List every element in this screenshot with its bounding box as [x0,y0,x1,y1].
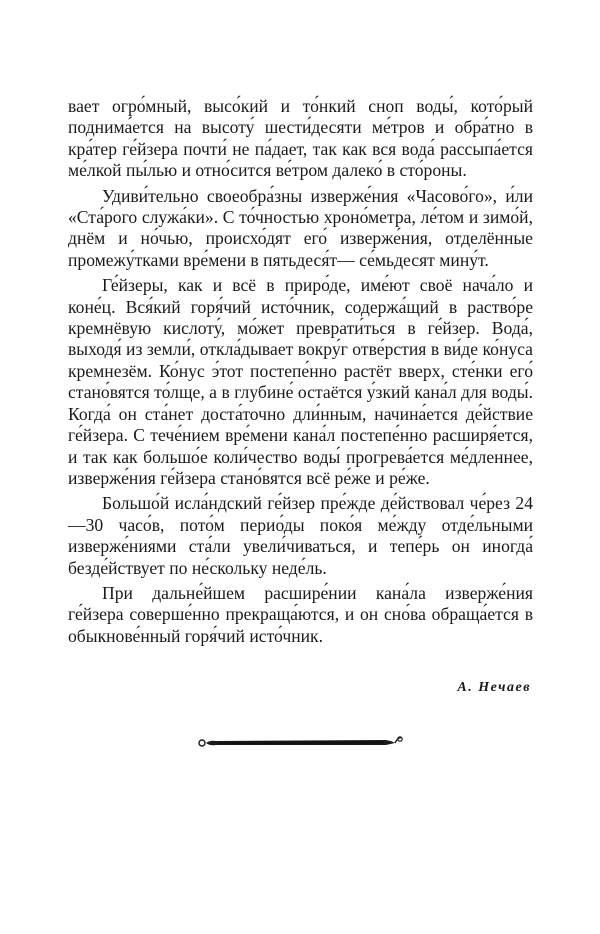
paragraph-continuation: вает огро́мный, высо́кий и то́нкий сноп воды́, кото́рый поднима́ется на высоту́ шести́десяти ме́тров и обра́тно в кра́тер ге́йзера почти́ не па́дает, так как вся вода́ рассыпа́ется ме́лкой пы́лью и отно́сится ве́тром далеко́ в сто́роны. [68,96,533,181]
paragraph-chasovoy: Удиви́тельно своеобра́зны изверже́ния «Часово́го», и́ли «Ста́рого служа́ки». С то́чностью хроно́метра, ле́том и зимо́й, днём и но́чью, происхо́дят его́ изверже́ния, отделённые промежу́тками вре́мени в пятьдеся́т— се́мьдесят мину́т. [68,185,533,270]
paragraph-geyser-lifecycle: Ге́йзеры, как и всё в приро́де, име́ют своё нача́ло и коне́ц. Вся́кий горя́чий исто́чник, содержа́щий в раство́ре кремнёвую кислоту́, мо́жет преврати́ться в ге́йзер. Вода́, выходя́ из земли́, откла́дывает вокру́г отве́рстия в ви́де ко́нуса кремнезём. Ко́нус э́тот постепе́нно растёт вверх, сте́нки его́ стано́вятся то́лще, а в глубине́ остаётся у́зкий кана́л для воды́. Когда́ он ста́нет доста́точно дли́нным, начина́ется де́йствие ге́йзера. С тече́нием вре́мени кана́л постепе́нно расширя́ется, и так как большо́е коли́чество воды́ прогрева́ется ме́дленнее, изверже́ния ге́йзера стано́вятся всё ре́же и ре́же. [68,275,533,488]
paragraph-conclusion: При дальне́йшем расшире́нии кана́ла изверже́ния ге́йзера соверше́нно прекраща́ются, и он сно́ва обраща́ется в обыкнове́нный горя́чий исто́чник. [68,582,533,646]
ornament-divider-icon [196,732,406,752]
paragraph-icelandic-geyser: Большо́й исла́ндский ге́йзер пре́жде де́йствовал че́рез 24—30 часо́в, пото́м перио́ды поко́я ме́жду отде́льными изверже́ниями ста́ли увели́чиваться, и тепе́рь он иногда́ безде́йствует по не́скольку неде́ль. [68,493,533,578]
document-page [68,96,533,699]
author-signature: А. Нечаев [457,680,531,696]
